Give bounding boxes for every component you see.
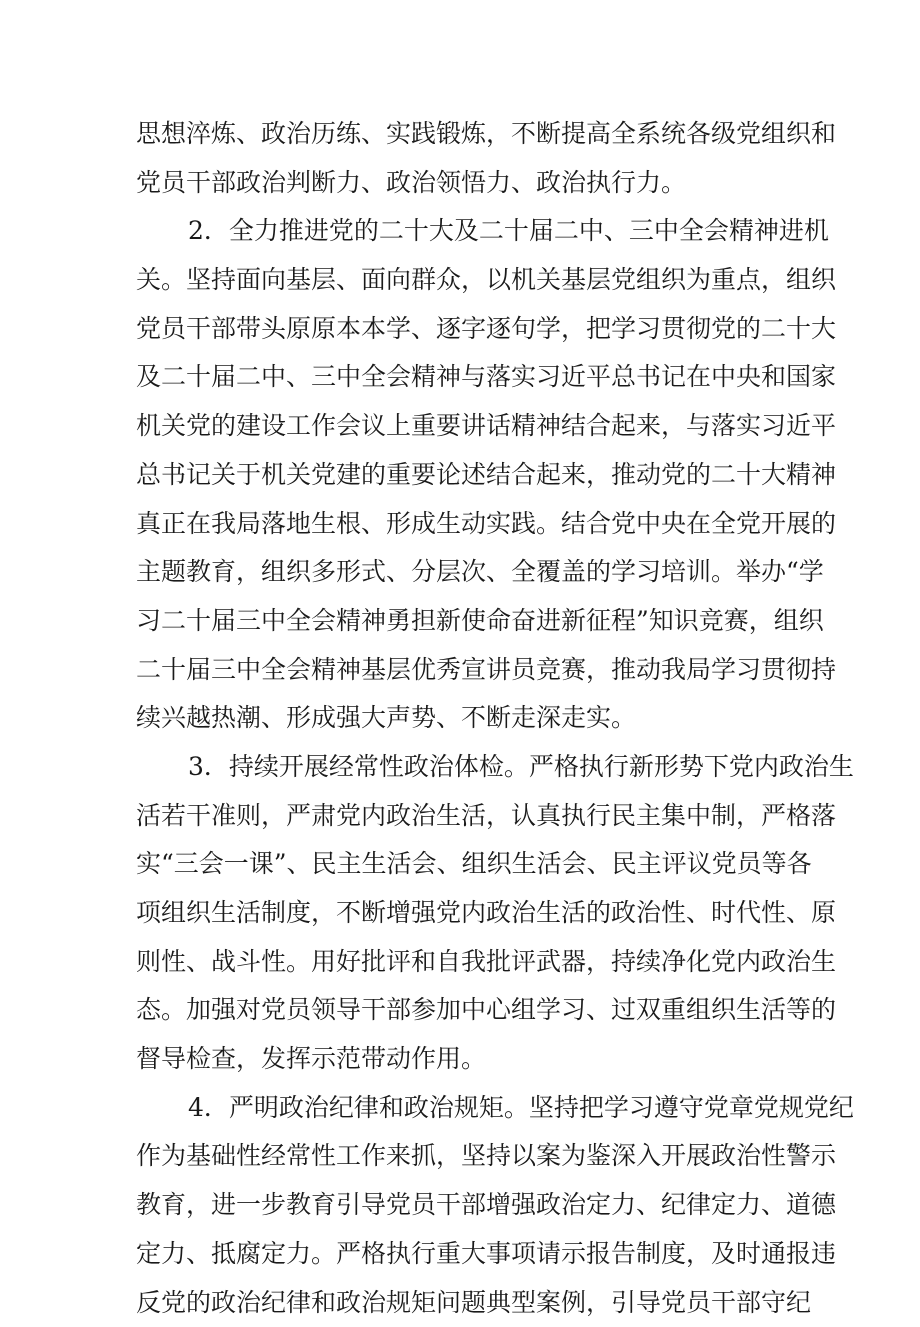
text-line: 党员干部政治判断力、政治领悟力、政治执行力。	[136, 159, 788, 208]
paragraph-first-line: 4．严明政治纪律和政治规矩。坚持把学习遵守党章党规党纪	[136, 1084, 788, 1133]
text-line: 机关党的建设工作会议上重要讲话精神结合起来，与落实习近平	[136, 402, 788, 451]
paragraph-first-line: 3．持续开展经常性政治体检。严格执行新形势下党内政治生	[136, 743, 788, 792]
paragraph-first-line: 2．全力推进党的二十大及二十届二中、三中全会精神进机	[136, 207, 788, 256]
text-line: 及二十届二中、三中全会精神与落实习近平总书记在中央和国家	[136, 353, 788, 402]
text-line: 党员干部带头原原本本学、逐字逐句学，把学习贯彻党的二十大	[136, 305, 788, 354]
text-line: 反党的政治纪律和政治规矩问题典型案例，引导党员干部守纪	[136, 1279, 788, 1327]
text-line: 则性、战斗性。用好批评和自我批评武器，持续净化党内政治生	[136, 938, 788, 987]
text-line: 二十届三中全会精神基层优秀宣讲员竞赛，推动我局学习贯彻持	[136, 646, 788, 695]
body-text	[136, 110, 788, 1327]
text-line: 作为基础性经常性工作来抓，坚持以案为鉴深入开展政治性警示	[136, 1132, 788, 1181]
text-line: 活若干准则，严肃党内政治生活，认真执行民主集中制，严格落	[136, 792, 788, 841]
text-line: 主题教育，组织多形式、分层次、全覆盖的学习培训。举办“学	[136, 548, 788, 597]
text-line: 真正在我局落地生根、形成生动实践。结合党中央在全党开展的	[136, 500, 788, 549]
text-line: 教育，进一步教育引导党员干部增强政治定力、纪律定力、道德	[136, 1181, 788, 1230]
text-line: 定力、抵腐定力。严格执行重大事项请示报告制度，及时通报违	[136, 1230, 788, 1279]
text-line: 习二十届三中全会精神勇担新使命奋进新征程”知识竞赛，组织	[136, 597, 788, 646]
paragraph-4	[136, 1084, 788, 1327]
text-line: 关。坚持面向基层、面向群众，以机关基层党组织为重点，组织	[136, 256, 788, 305]
paragraph-1-continuation	[136, 110, 788, 207]
text-line: 思想淬炼、政治历练、实践锻炼，不断提高全系统各级党组织和	[136, 110, 788, 159]
text-line: 项组织生活制度，不断增强党内政治生活的政治性、时代性、原	[136, 889, 788, 938]
paragraph-2	[136, 207, 788, 743]
text-line: 总书记关于机关党建的重要论述结合起来，推动党的二十大精神	[136, 451, 788, 500]
text-line: 态。加强对党员领导干部参加中心组学习、过双重组织生活等的	[136, 986, 788, 1035]
paragraph-3	[136, 743, 788, 1084]
text-line: 督导检查，发挥示范带动作用。	[136, 1035, 788, 1084]
text-line: 实“三会一课”、民主生活会、组织生活会、民主评议党员等各	[136, 840, 788, 889]
text-line: 续兴越热潮、形成强大声势、不断走深走实。	[136, 694, 788, 743]
